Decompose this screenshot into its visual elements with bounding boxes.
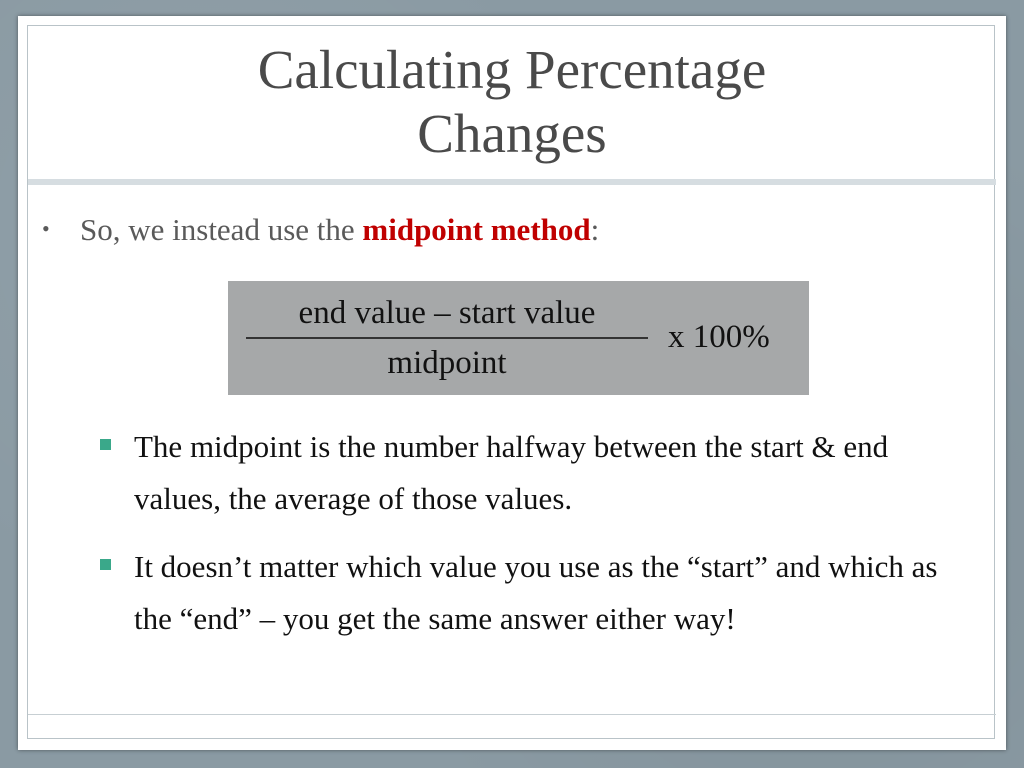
sub-bullet-list [96,421,956,661]
sub-bullet [96,541,956,645]
title-line-1: Calculating Percentage [257,39,767,100]
sub-bullet [96,421,956,525]
main-bullet [42,212,599,248]
square-bullet-icon [100,439,111,450]
formula-fraction [246,291,648,385]
formula-multiplier: x 100% [668,319,770,355]
formula-box [228,281,809,395]
formula-numerator: end value – start value [298,295,596,331]
bullet-text-after: : [590,212,600,247]
square-bullet-icon [100,559,111,570]
sub-bullet-text: It doesn’t matter which value you use as the “start” and which as the “end” – you get the same answer either way! [134,549,938,636]
title-line-2: Changes [417,103,607,164]
slide [18,16,1006,750]
title-divider [28,179,996,185]
footer-divider [28,714,996,715]
sub-bullet-text: The midpoint is the number halfway between the start & end values, the average of those values. [134,429,889,516]
bullet-emphasis: midpoint method [362,212,591,247]
bullet-text-before: So, we instead use the [80,212,363,247]
fraction-bar [246,337,648,339]
bullet-marker: • [42,216,50,241]
slide-title [18,38,1006,166]
formula-denominator: midpoint [387,344,507,381]
